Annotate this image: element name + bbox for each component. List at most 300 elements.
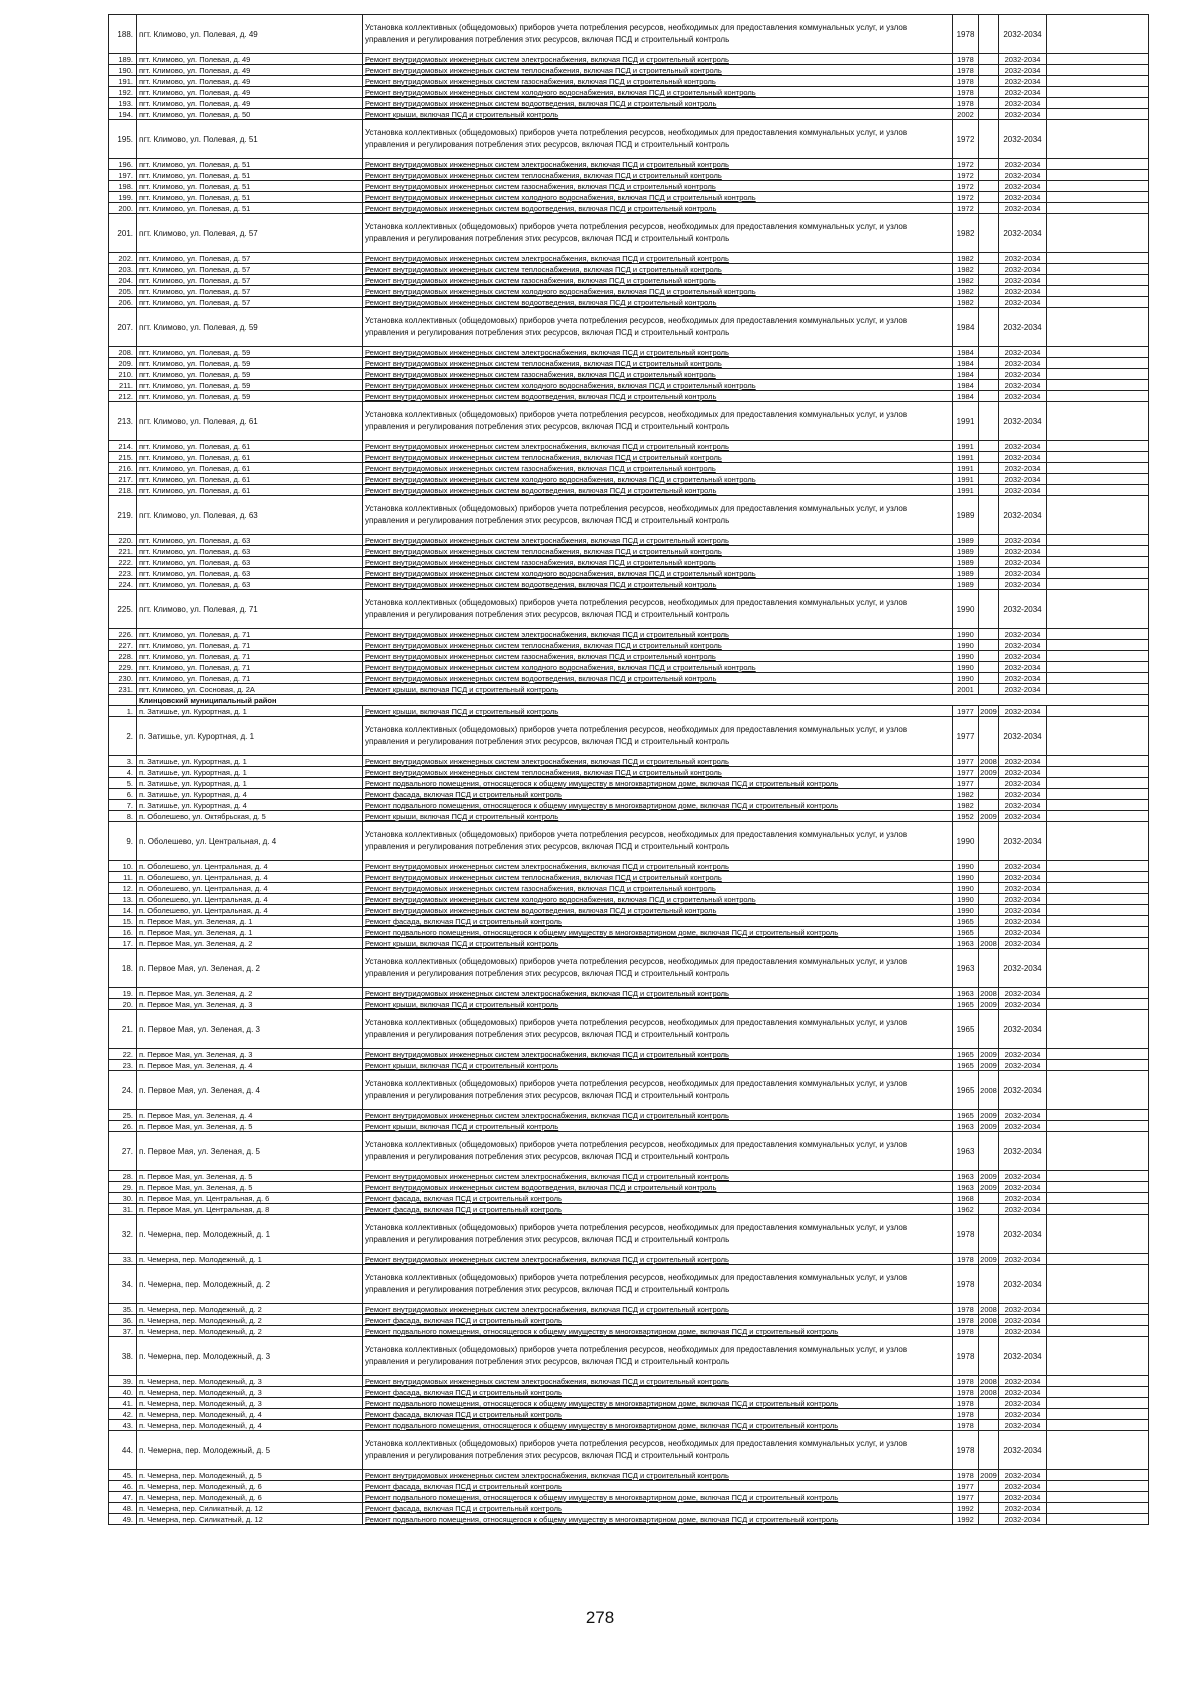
row-number: 200.	[109, 203, 137, 214]
empty-cell	[1047, 546, 1149, 557]
work-type-cell: Ремонт крыши, включая ПСД и строительный контроль	[363, 706, 953, 717]
build-year-cell: 1991	[953, 452, 979, 463]
planned-period-cell: 2032-2034	[999, 76, 1047, 87]
build-year-cell: 1977	[953, 767, 979, 778]
last-repair-year-cell	[979, 872, 999, 883]
last-repair-year-cell: 2008	[980, 1376, 997, 1386]
address-cell: пгт. Климово, ул. Полевая, д. 51	[137, 181, 363, 192]
empty-cell	[1047, 297, 1149, 308]
last-repair-year-cell	[979, 463, 999, 474]
table-row	[109, 1049, 1149, 1060]
row-number: 209.	[109, 358, 137, 369]
work-type-cell: Ремонт внутридомовых инженерных систем газоснабжения, включая ПСД и строительный контроль	[363, 883, 953, 894]
planned-period-cell: 2032-2034	[999, 402, 1047, 441]
empty-cell	[1047, 1315, 1149, 1326]
build-year-cell: 1989	[953, 568, 979, 579]
row-number: 37.	[109, 1326, 137, 1337]
row-number: 4.	[109, 767, 137, 778]
empty-cell	[1047, 391, 1149, 402]
empty-cell	[1047, 15, 1149, 54]
table-row	[109, 1376, 1149, 1387]
table-row	[109, 767, 1149, 778]
empty-cell	[1047, 800, 1149, 811]
last-repair-year-cell	[979, 557, 999, 568]
build-year-cell: 1984	[953, 391, 979, 402]
last-repair-year-cell: 2008	[980, 938, 997, 948]
work-type-cell: Ремонт внутридомовых инженерных систем электроснабжения, включая ПСД и строительный контроль	[363, 756, 953, 767]
last-repair-year-cell: 2009	[980, 1110, 997, 1120]
empty-cell	[1047, 1254, 1149, 1265]
row-number: 195.	[109, 120, 137, 159]
row-number: 33.	[109, 1254, 137, 1265]
work-type-cell: Ремонт фасада, включая ПСД и строительный контроль	[363, 916, 953, 927]
empty-cell	[1047, 1470, 1149, 1481]
address-cell: п. Затишье, ул. Курортная, д. 1	[137, 778, 363, 789]
planned-period-cell: 2032-2034	[999, 905, 1047, 916]
address-cell: пгт. Климово, ул. Полевая, д. 71	[137, 629, 363, 640]
planned-period-cell: 2032-2034	[999, 1060, 1047, 1071]
address-cell: пгт. Климово, ул. Полевая, д. 71	[137, 590, 363, 629]
address-cell: п. Первое Мая, ул. Зеленая, д. 4	[137, 1060, 363, 1071]
row-number: 210.	[109, 369, 137, 380]
table-row	[109, 1265, 1149, 1304]
table-row	[109, 684, 1149, 695]
empty-cell	[1047, 706, 1149, 717]
planned-period-cell: 2032-2034	[999, 214, 1047, 253]
build-year-cell: 1977	[953, 1481, 979, 1492]
build-year-cell: 1990	[953, 662, 979, 673]
table-row	[109, 651, 1149, 662]
row-number: 227.	[109, 640, 137, 651]
table-row	[109, 1470, 1149, 1481]
build-year-cell: 1991	[953, 485, 979, 496]
capital-repair-table	[108, 14, 1149, 1525]
work-type-cell: Ремонт крыши, включая ПСД и строительный контроль	[363, 1060, 953, 1071]
planned-period-cell: 2032-2034	[999, 1110, 1047, 1121]
table-row	[109, 949, 1149, 988]
build-year-cell: 1963	[953, 1132, 979, 1171]
build-year-cell: 1982	[953, 286, 979, 297]
section-row	[109, 695, 1149, 706]
last-repair-year-cell	[979, 1215, 999, 1254]
row-number: 213.	[109, 402, 137, 441]
work-type-cell: Ремонт подвального помещения, относящегося к общему имуществу в многоквартирном доме, включая ПСД и строительный контроль	[363, 778, 953, 789]
table-row	[109, 800, 1149, 811]
empty-cell	[1047, 872, 1149, 883]
table-row	[109, 297, 1149, 308]
table-row	[109, 557, 1149, 568]
build-year-cell: 1978	[953, 1470, 979, 1481]
build-year-cell: 1989	[953, 535, 979, 546]
work-type-cell: Установка коллективных (общедомовых) приборов учета потребления ресурсов, необходимых для предоставления коммунальных услуг, и узлов управления и регулирования потребления этих ресурсов, включая ПСД и строительный контроль	[363, 214, 953, 253]
table-row	[109, 452, 1149, 463]
empty-cell	[1047, 1265, 1149, 1304]
address-cell: пгт. Климово, ул. Полевая, д. 63	[137, 546, 363, 557]
planned-period-cell: 2032-2034	[999, 1254, 1047, 1265]
empty-cell	[1047, 496, 1149, 535]
empty-cell	[1047, 441, 1149, 452]
row-number: 226.	[109, 629, 137, 640]
build-year-cell: 1978	[953, 1376, 979, 1387]
build-year-cell: 1952	[953, 811, 979, 822]
planned-period-cell: 2032-2034	[999, 65, 1047, 76]
build-year-cell: 2002	[953, 109, 979, 120]
work-type-cell: Ремонт крыши, включая ПСД и строительный контроль	[363, 1121, 953, 1132]
address-cell: пгт. Климово, ул. Полевая, д. 50	[137, 109, 363, 120]
planned-period-cell: 2032-2034	[999, 629, 1047, 640]
planned-period-cell: 2032-2034	[999, 568, 1047, 579]
last-repair-year-cell	[979, 883, 999, 894]
last-repair-year-cell	[979, 192, 999, 203]
address-cell: п. Первое Мая, ул. Зеленая, д. 5	[137, 1171, 363, 1182]
table-row	[109, 535, 1149, 546]
build-year-cell: 1991	[953, 402, 979, 441]
table-row	[109, 1315, 1149, 1326]
last-repair-year-cell	[979, 546, 999, 557]
work-type-cell: Ремонт внутридомовых инженерных систем водоотведения, включая ПСД и строительный контроль	[363, 485, 953, 496]
row-number: 196.	[109, 159, 137, 170]
empty-cell	[1047, 485, 1149, 496]
planned-period-cell: 2032-2034	[999, 579, 1047, 590]
last-repair-year-cell	[979, 1503, 999, 1514]
planned-period-cell: 2032-2034	[999, 999, 1047, 1010]
empty-cell	[1047, 905, 1149, 916]
empty-cell	[1047, 640, 1149, 651]
address-cell: пгт. Климово, ул. Полевая, д. 71	[137, 640, 363, 651]
address-cell: пгт. Климово, ул. Полевая, д. 49	[137, 54, 363, 65]
last-repair-year-cell	[979, 1326, 999, 1337]
work-type-cell: Ремонт внутридомовых инженерных систем электроснабжения, включая ПСД и строительный контроль	[363, 1376, 953, 1387]
planned-period-cell: 2032-2034	[999, 1010, 1047, 1049]
build-year-cell: 1984	[953, 347, 979, 358]
work-type-cell: Установка коллективных (общедомовых) приборов учета потребления ресурсов, необходимых для предоставления коммунальных услуг, и узлов управления и регулирования потребления этих ресурсов, включая ПСД и строительный контроль	[363, 1010, 953, 1049]
address-cell: п. Первое Мая, ул. Зеленая, д. 4	[137, 1071, 363, 1110]
build-year-cell: 1965	[953, 999, 979, 1010]
row-number: 10.	[109, 861, 137, 872]
last-repair-year-cell	[979, 1492, 999, 1503]
address-cell: п. Первое Мая, ул. Зеленая, д. 2	[137, 949, 363, 988]
build-year-cell: 1989	[953, 546, 979, 557]
work-type-cell: Ремонт крыши, включая ПСД и строительный контроль	[363, 999, 953, 1010]
work-type-cell: Ремонт внутридомовых инженерных систем водоотведения, включая ПСД и строительный контроль	[363, 391, 953, 402]
table-row	[109, 159, 1149, 170]
empty-cell	[1047, 927, 1149, 938]
address-cell: п. Чемерна, пер. Молодежный, д. 3	[137, 1337, 363, 1376]
planned-period-cell: 2032-2034	[999, 1265, 1047, 1304]
row-number: 22.	[109, 1049, 137, 1060]
work-type-cell: Ремонт внутридомовых инженерных систем газоснабжения, включая ПСД и строительный контроль	[363, 76, 953, 87]
empty-cell	[1047, 1304, 1149, 1315]
empty-cell	[1047, 629, 1149, 640]
build-year-cell: 1978	[953, 1326, 979, 1337]
table-row	[109, 109, 1149, 120]
empty-cell	[1047, 883, 1149, 894]
row-number: 17.	[109, 938, 137, 949]
last-repair-year-cell: 2009	[980, 1060, 997, 1070]
work-type-cell: Ремонт подвального помещения, относящегося к общему имуществу в многоквартирном доме, включая ПСД и строительный контроль	[363, 800, 953, 811]
planned-period-cell: 2032-2034	[999, 767, 1047, 778]
build-year-cell: 1982	[953, 275, 979, 286]
build-year-cell: 1977	[953, 706, 979, 717]
address-cell: п. Оболешево, ул. Центральная, д. 4	[137, 894, 363, 905]
address-cell: п. Первое Мая, ул. Зеленая, д. 2	[137, 938, 363, 949]
planned-period-cell: 2032-2034	[999, 109, 1047, 120]
table-row	[109, 1071, 1149, 1110]
work-type-cell: Ремонт подвального помещения, относящегося к общему имуществу в многоквартирном доме, включая ПСД и строительный контроль	[363, 1514, 953, 1525]
last-repair-year-cell	[979, 485, 999, 496]
address-cell: п. Оболешево, ул. Центральная, д. 4	[137, 883, 363, 894]
empty-cell	[1047, 253, 1149, 264]
table-row	[109, 1337, 1149, 1376]
planned-period-cell: 2032-2034	[999, 54, 1047, 65]
address-cell: п. Первое Мая, ул. Зеленая, д. 4	[137, 1110, 363, 1121]
work-type-cell: Ремонт внутридомовых инженерных систем газоснабжения, включая ПСД и строительный контроль	[363, 463, 953, 474]
row-number: 40.	[109, 1387, 137, 1398]
address-cell: п. Чемерна, пер. Молодежный, д. 2	[137, 1265, 363, 1304]
row-number: 49.	[109, 1514, 137, 1525]
last-repair-year-cell	[979, 120, 999, 159]
build-year-cell: 1978	[953, 1420, 979, 1431]
empty-cell	[1047, 1481, 1149, 1492]
row-number: 12.	[109, 883, 137, 894]
planned-period-cell: 2032-2034	[999, 474, 1047, 485]
empty-cell	[1047, 894, 1149, 905]
address-cell: п. Первое Мая, ул. Зеленая, д. 5	[137, 1121, 363, 1132]
row-number: 31.	[109, 1204, 137, 1215]
row-number: 47.	[109, 1492, 137, 1503]
work-type-cell: Ремонт внутридомовых инженерных систем водоотведения, включая ПСД и строительный контроль	[363, 1182, 953, 1193]
work-type-cell: Установка коллективных (общедомовых) приборов учета потребления ресурсов, необходимых для предоставления коммунальных услуг, и узлов управления и регулирования потребления этих ресурсов, включая ПСД и строительный контроль	[363, 1265, 953, 1304]
last-repair-year-cell	[979, 98, 999, 109]
address-cell: пгт. Климово, ул. Полевая, д. 49	[137, 76, 363, 87]
address-cell: пгт. Климово, ул. Полевая, д. 61	[137, 452, 363, 463]
address-cell: пгт. Климово, ул. Полевая, д. 57	[137, 275, 363, 286]
last-repair-year-cell	[979, 916, 999, 927]
work-type-cell: Ремонт внутридомовых инженерных систем водоотведения, включая ПСД и строительный контроль	[363, 905, 953, 916]
work-type-cell: Ремонт внутридомовых инженерных систем электроснабжения, включая ПСД и строительный контроль	[363, 1110, 953, 1121]
address-cell: п. Затишье, ул. Курортная, д. 1	[137, 756, 363, 767]
last-repair-year-cell	[979, 170, 999, 181]
work-type-cell: Ремонт внутридомовых инженерных систем газоснабжения, включая ПСД и строительный контроль	[363, 557, 953, 568]
table-row	[109, 546, 1149, 557]
work-type-cell: Ремонт внутридомовых инженерных систем электроснабжения, включая ПСД и строительный контроль	[363, 988, 953, 999]
work-type-cell: Ремонт внутридомовых инженерных систем холодного водоснабжения, включая ПСД и строительный контроль	[363, 192, 953, 203]
empty-cell	[1047, 1387, 1149, 1398]
build-year-cell: 1978	[953, 1315, 979, 1326]
last-repair-year-cell	[979, 1010, 999, 1049]
address-cell: пгт. Климово, ул. Полевая, д. 59	[137, 308, 363, 347]
row-number: 193.	[109, 98, 137, 109]
row-number: 30.	[109, 1193, 137, 1204]
build-year-cell: 1990	[953, 673, 979, 684]
last-repair-year-cell	[979, 789, 999, 800]
empty-cell	[1047, 380, 1149, 391]
row-number: 229.	[109, 662, 137, 673]
last-repair-year-cell	[979, 358, 999, 369]
empty-cell	[1047, 369, 1149, 380]
row-number: 221.	[109, 546, 137, 557]
work-type-cell: Ремонт фасада, включая ПСД и строительный контроль	[363, 789, 953, 800]
table-row	[109, 214, 1149, 253]
build-year-cell: 1965	[953, 927, 979, 938]
build-year-cell: 1978	[953, 76, 979, 87]
work-type-cell: Ремонт подвального помещения, относящегося к общему имуществу в многоквартирном доме, включая ПСД и строительный контроль	[363, 927, 953, 938]
table-row	[109, 640, 1149, 651]
address-cell: пгт. Климово, ул. Полевая, д. 51	[137, 159, 363, 170]
last-repair-year-cell: 2009	[980, 767, 997, 777]
work-type-cell: Ремонт внутридомовых инженерных систем теплоснабжения, включая ПСД и строительный контроль	[363, 452, 953, 463]
table-row	[109, 98, 1149, 109]
row-number: 189.	[109, 54, 137, 65]
row-number: 35.	[109, 1304, 137, 1315]
row-number: 208.	[109, 347, 137, 358]
work-type-cell: Ремонт внутридомовых инженерных систем теплоснабжения, включая ПСД и строительный контроль	[363, 767, 953, 778]
work-type-cell: Ремонт внутридомовых инженерных систем холодного водоснабжения, включая ПСД и строительный контроль	[363, 474, 953, 485]
address-cell: п. Оболешево, ул. Октябрьская, д. 5	[137, 811, 363, 822]
row-number: 225.	[109, 590, 137, 629]
table-row	[109, 822, 1149, 861]
last-repair-year-cell	[979, 76, 999, 87]
row-number: 6.	[109, 789, 137, 800]
address-cell: пгт. Климово, ул. Полевая, д. 59	[137, 347, 363, 358]
build-year-cell: 1982	[953, 253, 979, 264]
empty-cell	[1047, 192, 1149, 203]
address-cell: п. Затишье, ул. Курортная, д. 1	[137, 717, 363, 756]
empty-cell	[1047, 1376, 1149, 1387]
empty-cell	[1047, 916, 1149, 927]
address-cell: п. Затишье, ул. Курортная, д. 1	[137, 706, 363, 717]
address-cell: пгт. Климово, ул. Полевая, д. 51	[137, 192, 363, 203]
last-repair-year-cell	[979, 1481, 999, 1492]
empty-cell	[1047, 861, 1149, 872]
address-cell: п. Первое Мая, ул. Зеленая, д. 3	[137, 1049, 363, 1060]
row-number: 7.	[109, 800, 137, 811]
row-number: 211.	[109, 380, 137, 391]
table-row	[109, 590, 1149, 629]
work-type-cell: Ремонт внутридомовых инженерных систем холодного водоснабжения, включая ПСД и строительный контроль	[363, 380, 953, 391]
table-row	[109, 811, 1149, 822]
last-repair-year-cell	[979, 54, 999, 65]
last-repair-year-cell	[979, 474, 999, 485]
last-repair-year-cell	[979, 684, 999, 695]
address-cell: пгт. Климово, ул. Полевая, д. 63	[137, 557, 363, 568]
table-row	[109, 717, 1149, 756]
build-year-cell: 1972	[953, 203, 979, 214]
empty-cell	[1047, 1182, 1149, 1193]
address-cell: п. Чемерна, пер. Молодежный, д. 3	[137, 1376, 363, 1387]
work-type-cell: Установка коллективных (общедомовых) приборов учета потребления ресурсов, необходимых для предоставления коммунальных услуг, и узлов управления и регулирования потребления этих ресурсов, включая ПСД и строительный контроль	[363, 15, 953, 54]
last-repair-year-cell	[979, 590, 999, 629]
empty-cell	[1047, 474, 1149, 485]
row-number: 15.	[109, 916, 137, 927]
last-repair-year-cell	[979, 496, 999, 535]
build-year-cell: 1965	[953, 1010, 979, 1049]
table-row	[109, 181, 1149, 192]
empty-cell	[1047, 1049, 1149, 1060]
work-type-cell: Ремонт внутридомовых инженерных систем теплоснабжения, включая ПСД и строительный контроль	[363, 358, 953, 369]
last-repair-year-cell: 2009	[980, 1182, 997, 1192]
table-row	[109, 170, 1149, 181]
address-cell: п. Оболешево, ул. Центральная, д. 4	[137, 905, 363, 916]
planned-period-cell: 2032-2034	[999, 1492, 1047, 1503]
work-type-cell: Установка коллективных (общедомовых) приборов учета потребления ресурсов, необходимых для предоставления коммунальных услуг, и узлов управления и регулирования потребления этих ресурсов, включая ПСД и строительный контроль	[363, 496, 953, 535]
build-year-cell: 1990	[953, 629, 979, 640]
empty-cell	[1047, 651, 1149, 662]
build-year-cell: 1991	[953, 474, 979, 485]
empty-cell	[1047, 1204, 1149, 1215]
planned-period-cell: 2032-2034	[999, 275, 1047, 286]
row-number: 41.	[109, 1398, 137, 1409]
table-row	[109, 264, 1149, 275]
work-type-cell: Ремонт фасада, включая ПСД и строительный контроль	[363, 1193, 953, 1204]
last-repair-year-cell: 2008	[980, 1387, 997, 1397]
planned-period-cell: 2032-2034	[999, 872, 1047, 883]
work-type-cell: Ремонт внутридомовых инженерных систем теплоснабжения, включая ПСД и строительный контроль	[363, 640, 953, 651]
planned-period-cell: 2032-2034	[999, 717, 1047, 756]
last-repair-year-cell	[979, 181, 999, 192]
work-type-cell: Ремонт подвального помещения, относящегося к общему имуществу в многоквартирном доме, включая ПСД и строительный контроль	[363, 1492, 953, 1503]
planned-period-cell: 2032-2034	[999, 15, 1047, 54]
planned-period-cell: 2032-2034	[999, 452, 1047, 463]
table-row	[109, 1431, 1149, 1470]
planned-period-cell: 2032-2034	[999, 640, 1047, 651]
row-number: 36.	[109, 1315, 137, 1326]
work-type-cell: Установка коллективных (общедомовых) приборов учета потребления ресурсов, необходимых для предоставления коммунальных услуг, и узлов управления и регулирования потребления этих ресурсов, включая ПСД и строительный контроль	[363, 402, 953, 441]
empty-cell	[1047, 214, 1149, 253]
address-cell: п. Чемерна, пер. Молодежный, д. 4	[137, 1420, 363, 1431]
work-type-cell: Ремонт внутридомовых инженерных систем газоснабжения, включая ПСД и строительный контроль	[363, 275, 953, 286]
empty-cell	[1047, 286, 1149, 297]
address-cell: пгт. Климово, ул. Полевая, д. 59	[137, 380, 363, 391]
build-year-cell: 1972	[953, 120, 979, 159]
address-cell: п. Первое Мая, ул. Зеленая, д. 1	[137, 916, 363, 927]
table-row	[109, 54, 1149, 65]
work-type-cell: Ремонт подвального помещения, относящегося к общему имуществу в многоквартирном доме, включая ПСД и строительный контроль	[363, 1420, 953, 1431]
row-number: 207.	[109, 308, 137, 347]
last-repair-year-cell	[979, 109, 999, 120]
build-year-cell: 1982	[953, 214, 979, 253]
empty-cell	[1047, 1110, 1149, 1121]
empty-cell	[1047, 1121, 1149, 1132]
work-type-cell: Установка коллективных (общедомовых) приборов учета потребления ресурсов, необходимых для предоставления коммунальных услуг, и узлов управления и регулирования потребления этих ресурсов, включая ПСД и строительный контроль	[363, 1215, 953, 1254]
build-year-cell: 1978	[953, 1409, 979, 1420]
planned-period-cell: 2032-2034	[999, 192, 1047, 203]
last-repair-year-cell	[979, 380, 999, 391]
program-table-sheet	[108, 14, 1148, 1525]
build-year-cell: 1992	[953, 1503, 979, 1514]
build-year-cell: 1965	[953, 916, 979, 927]
empty-cell	[1047, 1492, 1149, 1503]
row-number: 205.	[109, 286, 137, 297]
planned-period-cell: 2032-2034	[999, 1215, 1047, 1254]
planned-period-cell: 2032-2034	[999, 861, 1047, 872]
planned-period-cell: 2032-2034	[999, 1326, 1047, 1337]
last-repair-year-cell	[979, 822, 999, 861]
last-repair-year-cell: 2008	[980, 756, 997, 766]
last-repair-year-cell: 2009	[980, 1121, 997, 1131]
row-number: 224.	[109, 579, 137, 590]
address-cell: пгт. Климово, ул. Полевая, д. 61	[137, 463, 363, 474]
table-row	[109, 402, 1149, 441]
planned-period-cell: 2032-2034	[999, 916, 1047, 927]
planned-period-cell: 2032-2034	[999, 369, 1047, 380]
row-number: 190.	[109, 65, 137, 76]
work-type-cell: Ремонт внутридомовых инженерных систем газоснабжения, включая ПСД и строительный контроль	[363, 651, 953, 662]
address-cell: п. Оболешево, ул. Центральная, д. 4	[137, 861, 363, 872]
table-row	[109, 308, 1149, 347]
planned-period-cell: 2032-2034	[999, 1182, 1047, 1193]
build-year-cell: 1977	[953, 756, 979, 767]
